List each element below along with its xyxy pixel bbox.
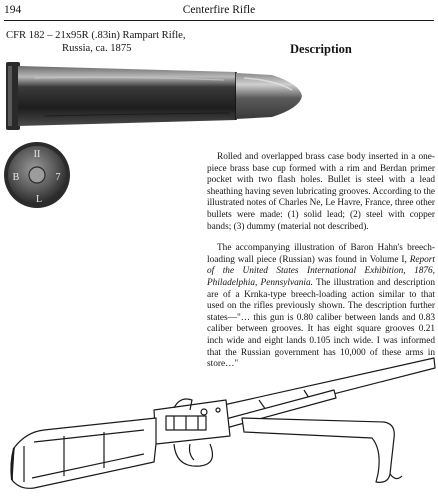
cartridge-caption: [6, 29, 220, 55]
description-heading: Description: [290, 42, 352, 56]
headstamp-top: II: [33, 149, 41, 160]
caption-line-1: CFR 182 – 21x95R (.83in) Rampart Rifle,: [6, 30, 186, 41]
description-paragraph-1: Rolled and overlapped brass case body inserted in a one-piece brass base cup formed with a rim and Berdan primer pocket with two flash holes. Bullet is steel with a lead sheathing having seven lubricating grooves. According to the illustrated notes of Charles Ne, Le Havre, France, three other bullets were made: (1) solid lead; (2) steel with copper bands; (3) dummy (material not described).: [207, 152, 435, 232]
caption-line-2: Russia, ca. 1875: [62, 43, 132, 54]
wall-piece-illustration: [4, 350, 436, 498]
header-rule: [4, 20, 434, 21]
headstamp-bottom: L: [35, 194, 43, 205]
cartridge-case-body: [18, 66, 236, 126]
rifle-support-leg: [242, 418, 394, 482]
report-title: Report of the United States International Exhibition, 1876, Philadelphia, Pennsylvania.: [207, 254, 435, 288]
headstamp-right: 7: [55, 172, 61, 183]
description-paragraph-2: The accompanying illustration of Baron Hahn's breech-loading wall piece (Russian) was found in Volume I, Report of the United States International Exhibition, 1876, Philadelphia, Pennsylvania. The illustration and description are of a Krnka-type breech-loading action similar to that used on the rifles previously shown. The description further states—"… this gun is 0.80 caliber between lands and 0.83 caliber between grooves. It has eight square grooves 0.21 inch wide and eight lands 0.105 inch wide. I was informed that the Russian government has 10,000 of these arms in store…": [207, 243, 435, 370]
headstamp-left: B: [12, 172, 20, 183]
rifle-trigger-guard: [174, 444, 212, 466]
description-body: [207, 152, 435, 381]
cartridge-side-photo: [4, 56, 306, 136]
primer: [29, 167, 45, 183]
page-number: 194: [4, 4, 22, 16]
cartridge-headstamp-photo: [2, 140, 72, 210]
book-section-title: Centerfire Rifle: [182, 4, 256, 16]
cartridge-bullet: [236, 73, 302, 119]
running-head: [4, 4, 434, 20]
